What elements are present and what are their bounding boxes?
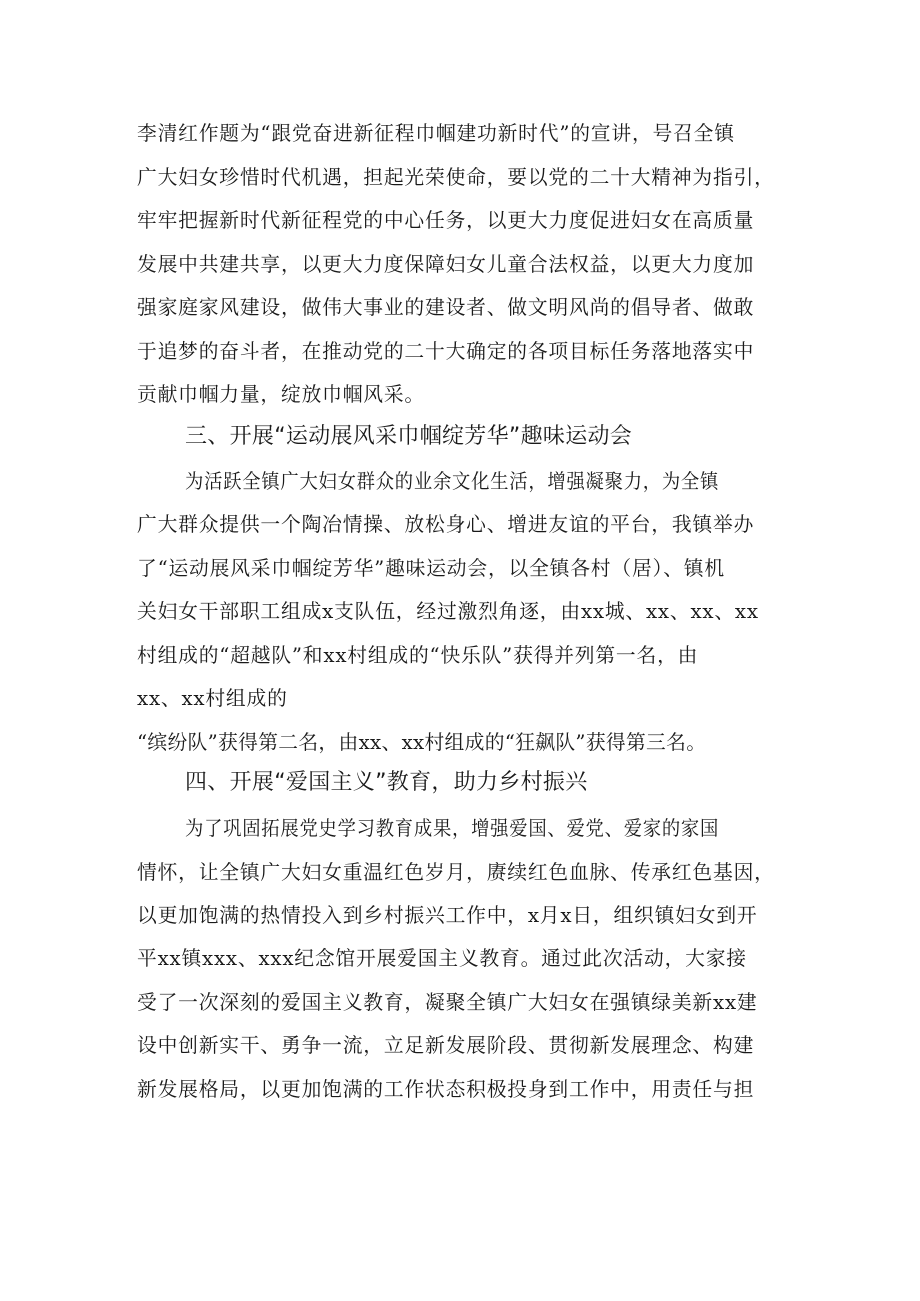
paragraph-line: xx、xx村组成的 [137,686,288,710]
paragraph-line: 受了一次深刻的爱国主义教育，凝聚全镇广大妇女在强镇绿美新xx建 [137,990,758,1014]
paragraph-line: 于追梦的奋斗者，在推动党的二十大确定的各项目标任务落地落实中 [137,339,755,363]
paragraph-line: 强家庭家风建设，做伟大事业的建设者、做文明风尚的倡导者、做敢 [137,295,755,319]
section-heading: 四、开展“爱国主义”教育，助力乡村振兴 [185,770,588,795]
paragraph-line: 广大群众提供一个陶冶情操、放松身心、增进友谊的平台，我镇举办 [137,512,755,536]
paragraph-line: 李清红作题为“跟党奋进新征程巾帼建功新时代”的宣讲，号召全镇 [137,121,735,145]
paragraph-line: 了“运动展风采巾帼绽芳华”趣味运动会，以全镇各村（居）、镇机 [137,556,725,580]
paragraph-line: 以更加饱满的热情投入到乡村振兴工作中，x月x日，组织镇妇女到开 [137,903,758,927]
paragraph-line: 贡献巾帼力量，绽放巾帼风采。 [137,382,425,406]
paragraph-line: 设中创新实干、勇争一流，立足新发展阶段、贯彻新发展理念、构建 [137,1033,755,1057]
paragraph-line: 为活跃全镇广大妇女群众的业余文化生活，增强凝聚力，为全镇 [185,469,720,493]
paragraph-line: “缤纷队”获得第二名，由xx、xx村组成的“狂飙队”获得第三名。 [137,730,707,754]
section-heading: 三、开展“运动展风采巾帼绽芳华”趣味运动会 [185,424,633,449]
paragraph-line: 牢牢把握新时代新征程党的中心任务，以更大力度促进妇女在高质量 [137,208,755,232]
paragraph-line: 发展中共建共享，以更大力度保障妇女儿童合法权益，以更大力度加 [137,252,755,276]
paragraph-line: 新发展格局，以更加饱满的工作状态积极投身到工作中，用责任与担 [137,1077,755,1101]
paragraph-line: 广大妇女珍惜时代机遇，担起光荣使命，要以党的二十大精神为指引， [137,165,775,189]
paragraph-line: 为了巩固拓展党史学习教育成果，增强爱国、爱党、爱家的家国 [185,816,720,840]
paragraph-line: 村组成的“超越队”和xx村组成的“快乐队”获得并列第一名，由 [137,643,699,667]
paragraph-line: 情怀，让全镇广大妇女重温红色岁月，赓续红色血脉、传承红色基因， [137,860,775,884]
paragraph-line: 平xx镇xxx、xxx纪念馆开展爱国主义教育。通过此次活动，大家接 [137,946,747,970]
paragraph-line: 关妇女干部职工组成x支队伍，经过激烈角逐，由xx城、xx、xx、xx [137,599,759,623]
